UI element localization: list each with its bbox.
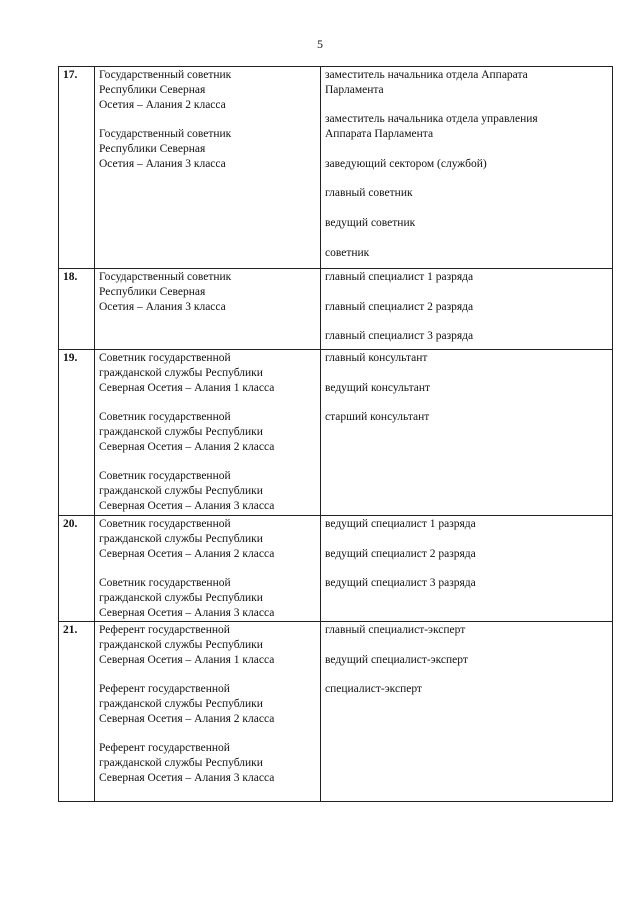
grade-cell xyxy=(95,350,321,516)
grade-cell xyxy=(95,622,321,802)
table-row xyxy=(59,350,613,516)
position-item: главный специалист-эксперт xyxy=(325,624,466,636)
grade-item: Государственный советник Республики Северная Осетия – Алания 2 класса xyxy=(99,69,232,111)
row-number: 17. xyxy=(59,67,95,269)
position-cell xyxy=(321,622,613,802)
position-item: ведущий специалист 3 разряда xyxy=(325,577,476,590)
grade-item: Советник государственной гражданской службы Республики Северная Осетия – Алания 2 класса xyxy=(99,411,275,453)
position-item: специалист-эксперт xyxy=(325,683,422,696)
position-cell xyxy=(321,67,613,269)
position-cell xyxy=(321,516,613,622)
table-row xyxy=(59,67,613,269)
position-item: ведущий советник xyxy=(325,216,416,229)
position-item: ведущий специалист 1 разряда xyxy=(325,518,476,530)
position-item: главный советник xyxy=(325,187,413,200)
position-item: заместитель начальника отдела управления Аппарата Парламента xyxy=(325,113,538,141)
grade-item: Советник государственной гражданской службы Республики Северная Осетия – Алания 2 класса xyxy=(99,518,275,560)
position-item: заведующий сектором (службой) xyxy=(325,157,487,170)
position-item: советник xyxy=(325,246,370,259)
position-cell xyxy=(321,350,613,516)
position-cell xyxy=(321,269,613,350)
row-number: 20. xyxy=(59,516,95,622)
grade-item: Референт государственной гражданской службы Республики Северная Осетия – Алания 3 класса xyxy=(99,742,275,784)
grade-item: Советник государственной гражданской службы Республики Северная Осетия – Алания 3 класса xyxy=(99,577,275,619)
grade-cell xyxy=(95,269,321,350)
position-item: ведущий специалист 2 разряда xyxy=(325,547,476,560)
grade-cell xyxy=(95,516,321,622)
row-number: 18. xyxy=(59,269,95,350)
table-row xyxy=(59,622,613,802)
grade-item: Референт государственной гражданской службы Республики Северная Осетия – Алания 2 класса xyxy=(99,683,275,725)
position-item: ведущий консультант xyxy=(325,381,431,394)
position-item: старший консультант xyxy=(325,411,430,424)
grade-item: Советник государственной гражданской службы Республики Северная Осетия – Алания 1 класса xyxy=(99,352,275,394)
table-row xyxy=(59,516,613,622)
position-item: заместитель начальника отдела Аппарата Парламента xyxy=(325,69,528,96)
grade-item: Государственный советник Республики Северная Осетия – Алания 3 класса xyxy=(99,128,232,170)
classification-table xyxy=(58,66,613,802)
row-number: 21. xyxy=(59,622,95,802)
row-number: 19. xyxy=(59,350,95,516)
page-number: 5 xyxy=(317,37,323,51)
position-item: главный специалист 2 разряда xyxy=(325,300,474,313)
position-item: ведущий специалист-эксперт xyxy=(325,653,468,666)
position-item: главный специалист 1 разряда xyxy=(325,271,474,283)
position-item: главный консультант xyxy=(325,352,428,364)
grade-item: Государственный советник Республики Северная Осетия – Алания 3 класса xyxy=(99,271,232,313)
grade-item: Советник государственной гражданской службы Республики Северная Осетия – Алания 3 класса xyxy=(99,470,275,512)
table-row xyxy=(59,269,613,350)
position-item: главный специалист 3 разряда xyxy=(325,330,474,343)
grade-cell xyxy=(95,67,321,269)
grade-item: Референт государственной гражданской службы Республики Северная Осетия – Алания 1 класса xyxy=(99,624,275,666)
